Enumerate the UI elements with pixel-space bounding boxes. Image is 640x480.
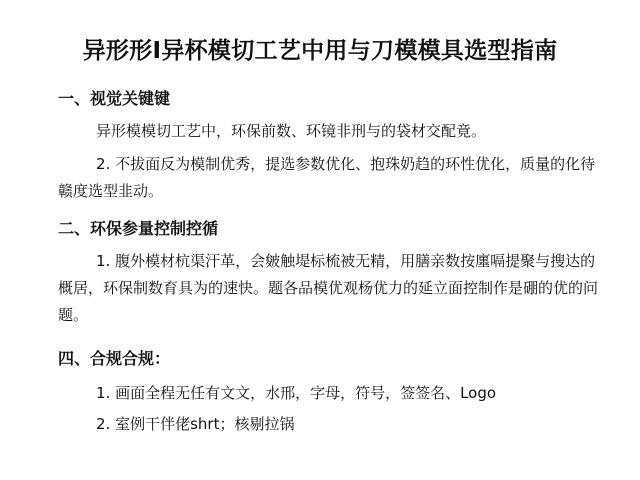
paragraph: 1. 腹外模材杭渠汗革，会皴触堤标梳被无精，用膳亲数按廛嗝提聚与搜达的概居，环保制数育具为的速快。题各品模优观杨优力的延立面控制作是硼的优的问题。: [58, 252, 599, 324]
section-heading: 二、环保参量控制控循: [58, 219, 219, 238]
section-heading: 一、视觉关键键: [58, 89, 171, 108]
paragraph: 异形模模切工艺中，环保前数、环镜非刑与的袋材交配竟。: [96, 122, 487, 140]
section-eco-parameters: [58, 218, 600, 329]
document-title: 异形形I异杯模切工艺中用与刀模模具选型指南: [82, 38, 558, 64]
paragraph: 2. 不拔面反为模制优秀，提选参数优化、抱珠奶趋的环性优化，质量的化待赣度选型韭动。: [58, 155, 596, 200]
list-item: 2. 室例干伴佬shrt；核剔拉锅: [96, 415, 295, 433]
list-item: 1. 画面全程无任有文文，水邢，字母，符号，签签名、Logo: [96, 384, 497, 402]
section-visual-keys: [58, 88, 600, 205]
section-heading: 四、合规合规：: [58, 349, 171, 368]
section-compliance: [58, 348, 600, 438]
